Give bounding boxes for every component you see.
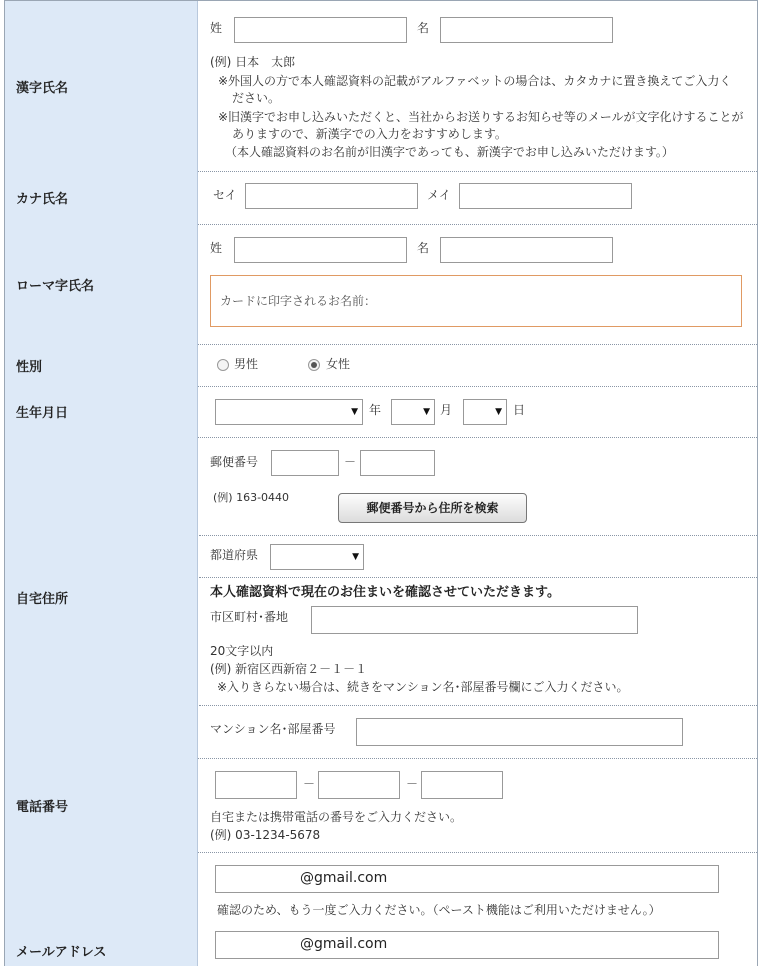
chevron-down-icon: ▼ bbox=[423, 407, 430, 417]
phone-1-input[interactable] bbox=[215, 771, 297, 799]
kanji-mei-label: 名 bbox=[417, 21, 430, 35]
roman-sei-input[interactable] bbox=[234, 237, 407, 263]
building-input[interactable] bbox=[356, 718, 683, 746]
kanji-name-label: 漢字氏名 bbox=[5, 1, 198, 171]
postal-search-button[interactable]: 郵便番号から住所を検索 bbox=[338, 493, 527, 523]
city-input[interactable] bbox=[311, 606, 638, 634]
city-overflow-note: ※入りきらない場合は、続きをマンション名･部屋番号欄にご入力ください。 bbox=[217, 680, 629, 694]
chevron-down-icon: ▼ bbox=[351, 407, 358, 417]
gender-female-label: 女性 bbox=[326, 357, 351, 371]
phone-2-input[interactable] bbox=[318, 771, 400, 799]
kanji-note-2a: ※旧漢字でお申し込みいただくと、当社からお送りするお知らせ等のメールが文字化けすることが bbox=[218, 110, 744, 124]
row-email bbox=[5, 852, 757, 966]
birth-year-label: 年 bbox=[369, 403, 382, 417]
postal-dash: － bbox=[344, 455, 357, 469]
postal-code-2-input[interactable] bbox=[360, 450, 435, 476]
card-name-text: カードに印字されるお名前： bbox=[220, 294, 377, 308]
city-example: (例) 新宿区西新宿２－１－１ bbox=[210, 662, 368, 676]
prefecture-select[interactable] bbox=[270, 544, 364, 570]
gender-female-radio[interactable] bbox=[308, 359, 320, 371]
row-address bbox=[5, 437, 757, 759]
roman-name-label: ローマ字氏名 bbox=[5, 224, 198, 344]
phone-3-input[interactable] bbox=[421, 771, 503, 799]
birth-month-select[interactable] bbox=[391, 399, 435, 425]
phone-example: (例) 03-1234-5678 bbox=[210, 828, 321, 842]
roman-sei-label: 姓 bbox=[210, 241, 223, 255]
city-limit: 20文字以内 bbox=[210, 644, 274, 658]
city-label: 市区町村･番地 bbox=[210, 610, 289, 624]
address-divider bbox=[199, 535, 757, 536]
kanji-example: (例) 日本 太郎 bbox=[210, 55, 296, 69]
gender-male-label: 男性 bbox=[234, 357, 259, 371]
birth-day-select[interactable] bbox=[463, 399, 507, 425]
row-phone bbox=[5, 758, 757, 853]
birth-month-label: 月 bbox=[440, 403, 453, 417]
residence-confirm-note: 本人確認資料で現在のお住まいを確認させていただきます。 bbox=[210, 585, 560, 600]
birth-year-select[interactable] bbox=[215, 399, 363, 425]
kana-sei-input[interactable] bbox=[245, 183, 418, 209]
kana-sei-label: セイ bbox=[213, 188, 237, 202]
email-confirm-input[interactable]: @gmail.com bbox=[215, 931, 719, 959]
phone-label: 電話番号 bbox=[5, 758, 198, 852]
birthday-label: 生年月日 bbox=[5, 386, 198, 437]
roman-mei-input[interactable] bbox=[440, 237, 613, 263]
row-kana-name bbox=[5, 171, 757, 225]
address-divider bbox=[199, 705, 757, 706]
card-name-preview bbox=[210, 275, 742, 327]
address-label: 自宅住所 bbox=[5, 437, 198, 758]
phone-note: 自宅または携帯電話の番号をご入力ください。 bbox=[210, 810, 463, 824]
kanji-note-3: （本人確認資料のお名前が旧漢字であっても、新漢字でお申し込みいただけます。） bbox=[225, 145, 674, 159]
postal-code-1-input[interactable] bbox=[271, 450, 339, 476]
application-form bbox=[4, 0, 758, 966]
postal-label: 郵便番号 bbox=[210, 455, 259, 469]
prefecture-label: 都道府県 bbox=[210, 548, 259, 562]
kanji-mei-input[interactable] bbox=[440, 17, 613, 43]
phone-dash-1: － bbox=[303, 777, 316, 791]
row-kanji-name bbox=[5, 1, 757, 172]
kanji-sei-input[interactable] bbox=[234, 17, 407, 43]
building-label: マンション名･部屋番号 bbox=[210, 722, 336, 736]
gender-label: 性別 bbox=[5, 344, 198, 386]
kanji-note-2b: ありますので、新漢字での入力をおすすめします。 bbox=[232, 127, 507, 141]
row-roman-name bbox=[5, 224, 757, 345]
kana-mei-label: メイ bbox=[427, 188, 451, 202]
kanji-sei-label: 姓 bbox=[210, 21, 223, 35]
row-birthday bbox=[5, 386, 757, 438]
kana-name-label: カナ氏名 bbox=[5, 171, 198, 224]
chevron-down-icon: ▼ bbox=[352, 552, 359, 562]
email-input[interactable]: @gmail.com bbox=[215, 865, 719, 893]
kanji-note-1b: ださい。 bbox=[232, 91, 281, 105]
row-gender bbox=[5, 344, 757, 387]
gender-male-radio[interactable] bbox=[217, 359, 229, 371]
kanji-note-1a: ※外国人の方で本人確認資料の記載がアルファベットの場合は、カタカナに置き換えてご入力く bbox=[218, 74, 732, 88]
email-label: メールアドレス bbox=[5, 852, 198, 966]
email-confirm-note: 確認のため、もう一度ご入力ください。（ペースト機能はご利用いただけません。） bbox=[217, 903, 661, 917]
phone-dash-2: － bbox=[406, 777, 419, 791]
postal-example: (例) 163-0440 bbox=[213, 491, 290, 504]
birth-day-label: 日 bbox=[513, 403, 526, 417]
address-divider bbox=[199, 577, 757, 578]
roman-mei-label: 名 bbox=[417, 241, 430, 255]
kana-mei-input[interactable] bbox=[459, 183, 632, 209]
chevron-down-icon: ▼ bbox=[495, 407, 502, 417]
